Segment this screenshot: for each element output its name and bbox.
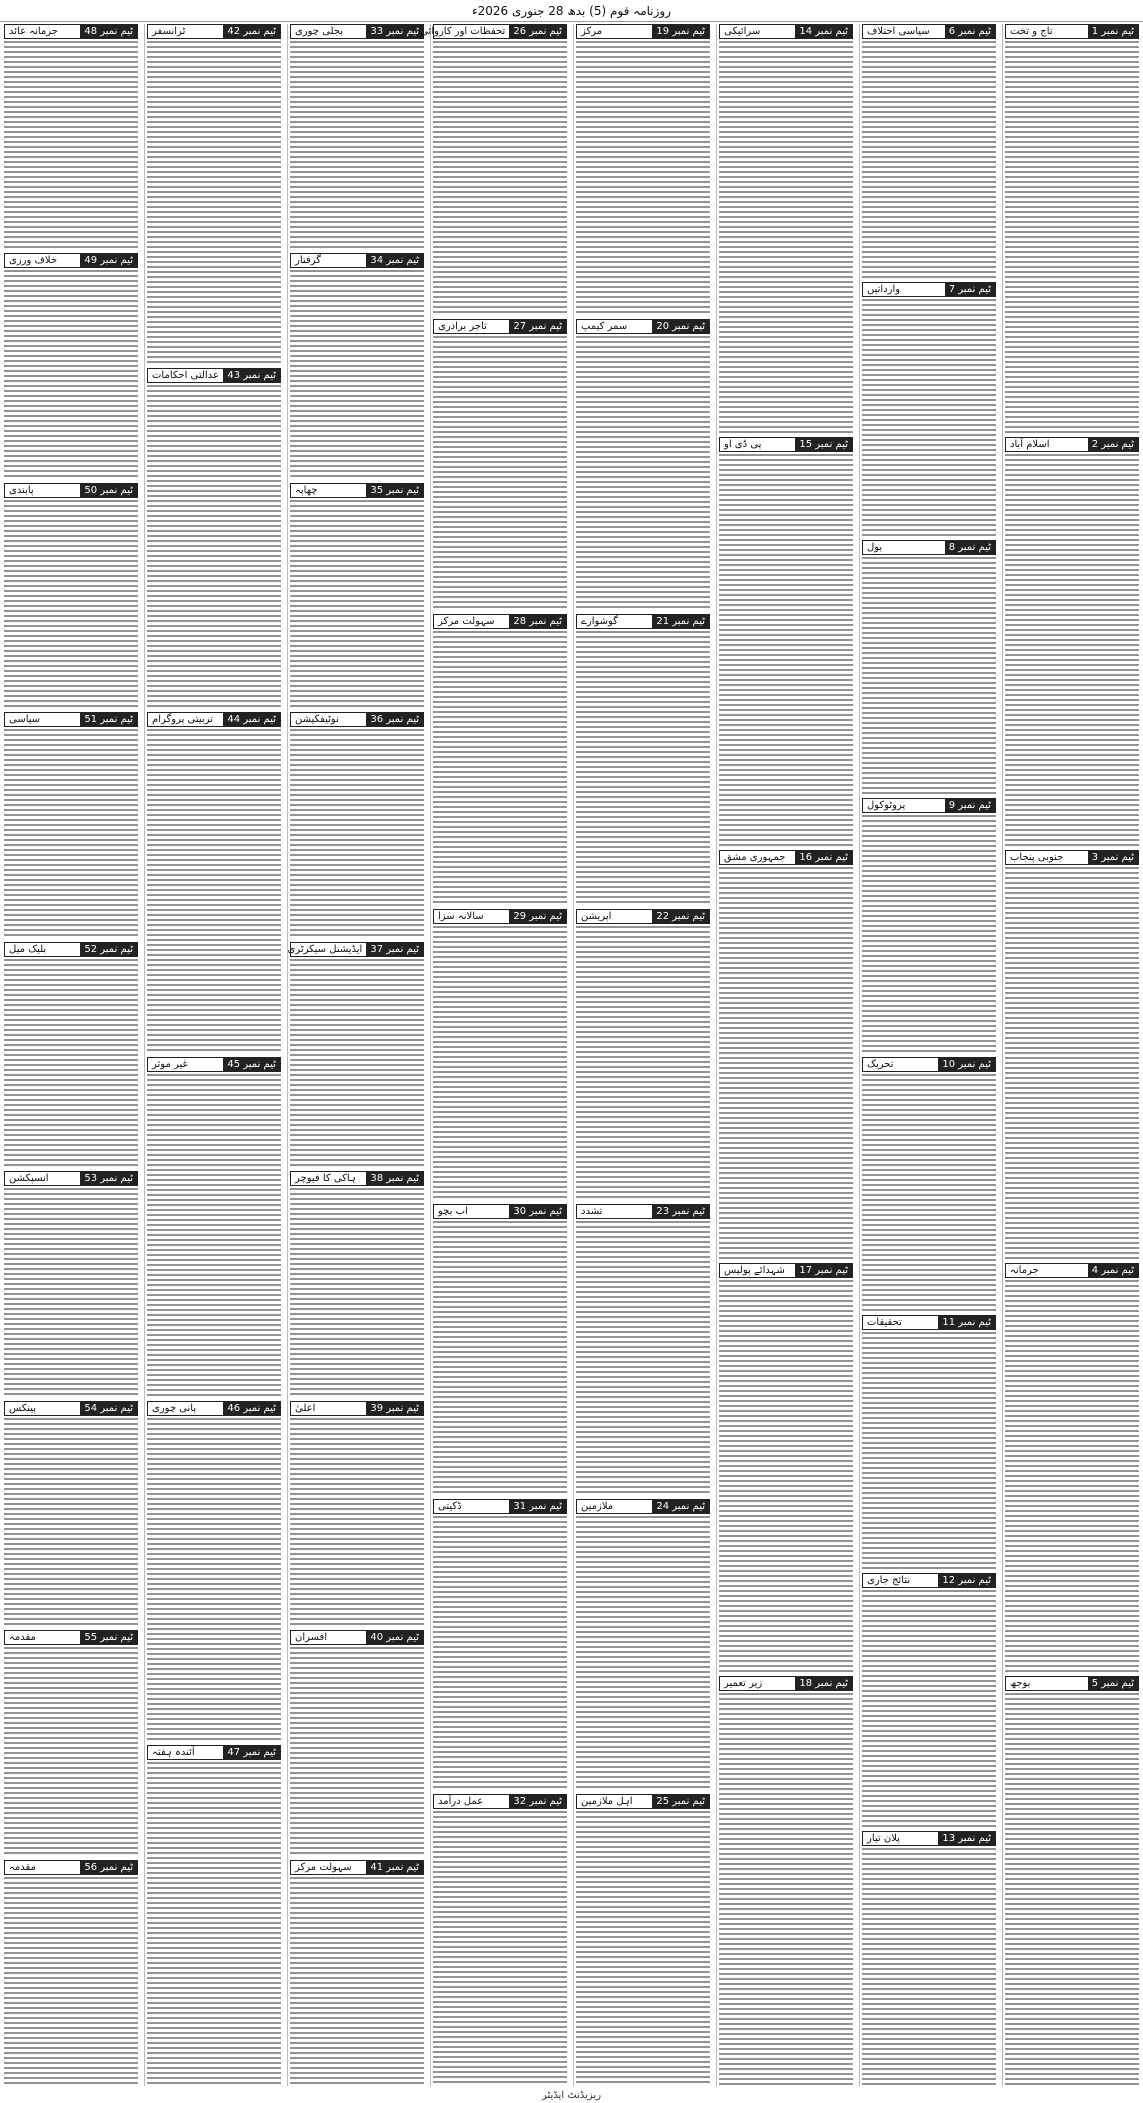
article-number-badge: ٹیم نمبر 17	[795, 1264, 852, 1277]
article-title: اپریشن	[581, 911, 612, 922]
article-headline	[4, 942, 138, 957]
news-article	[147, 24, 281, 365]
news-article	[1005, 437, 1139, 847]
news-column	[1002, 24, 1141, 2086]
article-number-badge: ٹیم نمبر 49	[80, 254, 137, 267]
news-article	[862, 798, 996, 1053]
article-headline	[862, 1057, 996, 1072]
article-headline	[290, 712, 424, 727]
article-headline	[862, 282, 996, 297]
article-number-badge: ٹیم نمبر 21	[652, 615, 709, 628]
article-title: تشدد	[581, 1206, 603, 1217]
news-article	[862, 282, 996, 537]
article-number-badge: ٹیم نمبر 13	[938, 1832, 995, 1845]
article-number-badge: ٹیم نمبر 29	[509, 910, 566, 923]
news-article	[290, 1401, 424, 1627]
article-body-text-block	[862, 1590, 996, 1828]
article-headline	[862, 1315, 996, 1330]
article-body-text-block	[433, 631, 567, 906]
news-article	[4, 1630, 138, 1856]
article-headline	[862, 1573, 996, 1588]
article-title: ہاکی کا فیوچر	[295, 1173, 356, 1185]
article-title: سرائیکی	[724, 26, 761, 37]
article-title: شہدائے پولیس	[724, 1265, 785, 1276]
article-headline	[576, 1794, 710, 1809]
article-title: سیاسی	[9, 714, 41, 726]
news-article	[290, 1630, 424, 1856]
article-number-badge: ٹیم نمبر 20	[652, 320, 709, 333]
article-body-text-block	[1005, 1280, 1139, 1673]
article-headline	[719, 437, 853, 452]
article-body-text-block	[147, 729, 281, 1053]
article-headline	[433, 1794, 567, 1809]
footer-text: ریزیڈنٹ ایڈیٹر	[541, 2090, 602, 2101]
article-body-text-block	[862, 1332, 996, 1570]
article-body-text-block	[4, 500, 138, 709]
article-body-text-block	[862, 557, 996, 795]
article-title: جنوبی پنجاب	[1010, 852, 1064, 863]
article-headline	[290, 1860, 424, 1875]
article-title: پروٹوکول	[867, 800, 906, 812]
article-number-badge: ٹیم نمبر 38	[366, 1172, 423, 1185]
article-headline	[290, 1401, 424, 1416]
article-body-text-block	[147, 1762, 281, 2086]
article-body-text-block	[862, 815, 996, 1053]
article-headline	[1005, 1263, 1139, 1278]
article-body-text-block	[4, 1877, 138, 2086]
news-article	[290, 24, 424, 250]
news-article	[862, 1057, 996, 1312]
article-body-text-block	[4, 1418, 138, 1627]
article-headline	[433, 1204, 567, 1219]
article-number-badge: ٹیم نمبر 36	[366, 713, 423, 726]
article-number-badge: ٹیم نمبر 42	[223, 25, 280, 38]
article-headline	[4, 253, 138, 268]
article-number-badge: ٹیم نمبر 24	[652, 1500, 709, 1513]
article-number-badge: ٹیم نمبر 22	[652, 910, 709, 923]
article-title: تاج و تخت	[1010, 26, 1053, 37]
article-number-badge: ٹیم نمبر 48	[80, 25, 137, 38]
article-body-text-block	[719, 1693, 853, 2086]
article-headline	[433, 1499, 567, 1514]
article-headline	[1005, 1676, 1139, 1691]
article-number-badge: ٹیم نمبر 37	[366, 943, 423, 956]
news-article	[290, 1860, 424, 2086]
news-column	[2, 24, 140, 2086]
article-body-text-block	[862, 299, 996, 537]
news-article	[1005, 1263, 1139, 1673]
article-number-badge: ٹیم نمبر 47	[223, 1746, 280, 1759]
newspaper-columns	[2, 24, 1141, 2086]
article-headline	[576, 909, 710, 924]
article-headline	[4, 1630, 138, 1645]
news-article	[576, 614, 710, 906]
article-headline	[147, 368, 281, 383]
article-number-badge: ٹیم نمبر 18	[795, 1677, 852, 1690]
article-body-text-block	[576, 1516, 710, 1791]
article-body-text-block	[290, 1188, 424, 1397]
article-title: ٹرانسفر	[152, 26, 186, 37]
article-number-badge: ٹیم نمبر 46	[223, 1402, 280, 1415]
article-number-badge: ٹیم نمبر 30	[509, 1205, 566, 1218]
article-body-text-block	[576, 631, 710, 906]
article-body-text-block	[4, 729, 138, 938]
news-article	[4, 483, 138, 709]
article-body-text-block	[433, 926, 567, 1201]
article-headline	[290, 1630, 424, 1645]
news-article	[719, 1676, 853, 2086]
article-title: عدالتی احکامات	[152, 370, 219, 382]
article-title: پی ڈی او	[724, 439, 762, 450]
article-number-badge: ٹیم نمبر 1	[1088, 25, 1138, 38]
article-body-text-block	[862, 1848, 996, 2086]
article-body-text-block	[4, 1188, 138, 1397]
article-number-badge: ٹیم نمبر 45	[223, 1058, 280, 1071]
article-body-text-block	[290, 500, 424, 709]
article-number-badge: ٹیم نمبر 33	[366, 25, 423, 38]
masthead-text: روزنامہ قوم (5) بدھ 28 جنوری 2026ء	[471, 3, 672, 18]
article-headline	[4, 24, 138, 39]
article-headline	[290, 1171, 424, 1186]
article-body-text-block	[1005, 1693, 1139, 2086]
news-article	[433, 319, 567, 611]
article-headline	[576, 614, 710, 629]
article-number-badge: ٹیم نمبر 5	[1088, 1677, 1138, 1690]
article-headline	[4, 712, 138, 727]
article-title: ڈکیتی	[438, 1501, 462, 1512]
article-number-badge: ٹیم نمبر 3	[1088, 851, 1138, 864]
news-article	[576, 1794, 710, 2086]
news-article	[290, 483, 424, 709]
article-headline	[719, 1676, 853, 1691]
news-article	[147, 1057, 281, 1398]
news-article	[290, 1171, 424, 1397]
article-headline	[719, 850, 853, 865]
article-title: بلیک میل	[9, 943, 47, 955]
article-number-badge: ٹیم نمبر 26	[509, 25, 566, 38]
news-article	[719, 24, 853, 434]
article-title: افسران	[295, 1632, 328, 1644]
article-body-text-block	[4, 1647, 138, 1856]
article-title: پینکس	[9, 1402, 37, 1414]
news-article	[433, 614, 567, 906]
article-number-badge: ٹیم نمبر 7	[945, 283, 995, 296]
news-article	[719, 1263, 853, 1673]
article-headline	[290, 24, 424, 39]
article-number-badge: ٹیم نمبر 25	[652, 1795, 709, 1808]
article-title: تحقیقات	[867, 1316, 902, 1328]
article-number-badge: ٹیم نمبر 8	[945, 541, 995, 554]
news-column	[716, 24, 855, 2086]
article-title: سہولت مرکز	[438, 616, 495, 627]
article-body-text-block	[719, 867, 853, 1260]
article-title: خلاف ورزی	[9, 255, 58, 267]
news-column	[859, 24, 998, 2086]
article-title: بوجھ	[1010, 1678, 1031, 1689]
news-article	[433, 909, 567, 1201]
news-article	[433, 1794, 567, 2086]
article-body-text-block	[1005, 867, 1139, 1260]
article-title: اہل ملازمین	[581, 1796, 633, 1807]
article-body-text-block	[719, 454, 853, 847]
article-body-text-block	[576, 41, 710, 316]
article-title: سمر کیمپ	[581, 321, 628, 332]
news-article	[147, 712, 281, 1053]
news-article	[1005, 24, 1139, 434]
article-title: بجلی چوری	[295, 26, 344, 37]
article-headline	[576, 319, 710, 334]
article-title: گرفتار	[295, 255, 321, 267]
article-headline	[290, 253, 424, 268]
article-body-text-block	[147, 1074, 281, 1398]
article-number-badge: ٹیم نمبر 10	[938, 1058, 995, 1071]
article-number-badge: ٹیم نمبر 56	[80, 1861, 137, 1874]
article-body-text-block	[4, 270, 138, 479]
article-number-badge: ٹیم نمبر 19	[652, 25, 709, 38]
article-number-badge: ٹیم نمبر 35	[366, 484, 423, 497]
article-body-text-block	[433, 1516, 567, 1791]
article-number-badge: ٹیم نمبر 31	[509, 1500, 566, 1513]
article-number-badge: ٹیم نمبر 23	[652, 1205, 709, 1218]
news-article	[719, 850, 853, 1260]
article-title: اسلام آباد	[1010, 439, 1050, 450]
article-body-text-block	[1005, 454, 1139, 847]
news-article	[290, 712, 424, 938]
article-title: پلان تیار	[867, 1832, 900, 1844]
article-title: پابندی	[9, 484, 34, 496]
article-number-badge: ٹیم نمبر 54	[80, 1402, 137, 1415]
news-article	[433, 1204, 567, 1496]
news-article	[576, 1204, 710, 1496]
article-headline	[433, 319, 567, 334]
article-title: بول	[867, 542, 883, 554]
article-body-text-block	[576, 336, 710, 611]
news-article	[862, 1831, 996, 2086]
article-title: غیر موثر	[152, 1058, 188, 1070]
news-article	[4, 1860, 138, 2086]
article-body-text-block	[433, 336, 567, 611]
article-title: چھاپہ	[295, 484, 318, 496]
article-title: ایڈیشنل سیکرٹری	[287, 943, 363, 955]
article-number-badge: ٹیم نمبر 40	[366, 1631, 423, 1644]
news-article	[4, 24, 138, 250]
news-article	[4, 1401, 138, 1627]
news-column	[287, 24, 426, 2086]
article-body-text-block	[147, 1418, 281, 1742]
article-headline	[576, 1499, 710, 1514]
article-title: تحریک	[867, 1058, 894, 1070]
article-number-badge: ٹیم نمبر 44	[223, 713, 280, 726]
article-title: سہولت مرکز	[295, 1861, 352, 1873]
news-article	[420, 24, 567, 316]
masthead	[0, 0, 1143, 22]
article-number-badge: ٹیم نمبر 27	[509, 320, 566, 333]
article-headline	[4, 483, 138, 498]
article-body-text-block	[4, 959, 138, 1168]
article-body-text-block	[433, 41, 567, 316]
article-title: جرمانہ عائد	[9, 26, 58, 37]
article-headline	[4, 1860, 138, 1875]
article-headline	[147, 1401, 281, 1416]
article-body-text-block	[4, 41, 138, 250]
article-body-text-block	[576, 926, 710, 1201]
article-number-badge: ٹیم نمبر 6	[945, 25, 995, 38]
article-body-text-block	[290, 270, 424, 479]
article-headline	[862, 540, 996, 555]
news-article	[576, 1499, 710, 1791]
article-headline	[290, 483, 424, 498]
article-headline	[1005, 437, 1139, 452]
article-title: مرکز	[581, 26, 603, 37]
article-body-text-block	[290, 1418, 424, 1627]
news-article	[862, 24, 996, 279]
article-headline	[719, 1263, 853, 1278]
news-column	[420, 24, 569, 2086]
article-body-text-block	[862, 41, 996, 279]
article-title: نوٹیفکیشن	[295, 714, 339, 726]
page-footer	[0, 2088, 1143, 2103]
news-article	[4, 1171, 138, 1397]
news-article	[147, 368, 281, 709]
article-headline	[147, 1745, 281, 1760]
article-title: پانی چوری	[152, 1402, 197, 1414]
article-headline	[576, 24, 710, 39]
article-title: گوشوارے	[581, 616, 618, 627]
news-article	[862, 540, 996, 795]
article-headline	[287, 942, 424, 957]
article-headline	[433, 909, 567, 924]
article-title: تربیتی پروگرام	[152, 714, 214, 726]
article-body-text-block	[719, 41, 853, 434]
article-title: وارداتیں	[867, 284, 901, 296]
article-headline	[433, 614, 567, 629]
news-column	[573, 24, 712, 2086]
article-title: انسپکشن	[9, 1173, 49, 1185]
article-body-text-block	[433, 1221, 567, 1496]
article-headline	[4, 1171, 138, 1186]
article-title: تحفظات اور کاروائی	[420, 26, 506, 37]
news-article	[1005, 850, 1139, 1260]
article-number-badge: ٹیم نمبر 39	[366, 1402, 423, 1415]
news-article	[433, 1499, 567, 1791]
article-title: نتائج جاری	[867, 1574, 911, 1586]
news-article	[862, 1315, 996, 1570]
article-body-text-block	[290, 1647, 424, 1856]
article-body-text-block	[290, 41, 424, 250]
article-headline	[719, 24, 853, 39]
article-number-badge: ٹیم نمبر 28	[509, 615, 566, 628]
article-number-badge: ٹیم نمبر 34	[366, 254, 423, 267]
article-number-badge: ٹیم نمبر 55	[80, 1631, 137, 1644]
article-number-badge: ٹیم نمبر 50	[80, 484, 137, 497]
article-body-text-block	[576, 1811, 710, 2086]
article-headline	[147, 1057, 281, 1072]
news-article	[4, 712, 138, 938]
article-body-text-block	[433, 1811, 567, 2086]
article-title: سیاسی اختلاف	[867, 26, 930, 37]
article-title: جمہوری مشق	[724, 852, 786, 863]
article-headline	[1005, 850, 1139, 865]
article-body-text-block	[1005, 41, 1139, 434]
article-headline	[420, 24, 567, 39]
news-article	[719, 437, 853, 847]
article-headline	[1005, 24, 1139, 39]
news-column	[144, 24, 283, 2086]
article-body-text-block	[290, 1877, 424, 2086]
news-article	[4, 253, 138, 479]
news-article	[147, 1401, 281, 1742]
article-body-text-block	[290, 959, 424, 1168]
news-article	[576, 909, 710, 1201]
article-number-badge: ٹیم نمبر 16	[795, 851, 852, 864]
article-number-badge: ٹیم نمبر 12	[938, 1574, 995, 1587]
article-title: اب بچو	[438, 1206, 468, 1217]
article-title: مقدمہ	[9, 1632, 36, 1644]
article-number-badge: ٹیم نمبر 15	[795, 438, 852, 451]
article-number-badge: ٹیم نمبر 9	[945, 799, 995, 812]
article-title: تاجر برادری	[438, 321, 487, 332]
article-body-text-block	[147, 385, 281, 709]
article-body-text-block	[147, 41, 281, 365]
article-title: اعلیٰ	[295, 1402, 316, 1414]
news-article	[862, 1573, 996, 1828]
news-article	[287, 942, 424, 1168]
article-body-text-block	[576, 1221, 710, 1496]
article-number-badge: ٹیم نمبر 43	[223, 369, 280, 382]
article-number-badge: ٹیم نمبر 51	[80, 713, 137, 726]
news-article	[1005, 1676, 1139, 2086]
article-title: عمل درآمد	[438, 1796, 484, 1807]
article-headline	[576, 1204, 710, 1219]
article-headline	[862, 798, 996, 813]
article-number-badge: ٹیم نمبر 14	[795, 25, 852, 38]
news-article	[576, 319, 710, 611]
article-number-badge: ٹیم نمبر 32	[509, 1795, 566, 1808]
article-title: جرمانہ	[1010, 1265, 1039, 1276]
article-headline	[147, 712, 281, 727]
article-title: ملازمین	[581, 1501, 614, 1512]
article-headline	[147, 24, 281, 39]
news-article	[147, 1745, 281, 2086]
article-number-badge: ٹیم نمبر 53	[80, 1172, 137, 1185]
article-headline	[4, 1401, 138, 1416]
article-number-badge: ٹیم نمبر 11	[938, 1316, 995, 1329]
article-body-text-block	[290, 729, 424, 938]
article-title: مقدمہ	[9, 1861, 36, 1873]
article-title: آئندہ ہفتہ	[152, 1746, 195, 1758]
news-article	[4, 942, 138, 1168]
article-body-text-block	[719, 1280, 853, 1673]
article-body-text-block	[862, 1074, 996, 1312]
article-headline	[862, 1831, 996, 1846]
news-article	[576, 24, 710, 316]
article-headline	[862, 24, 996, 39]
article-number-badge: ٹیم نمبر 4	[1088, 1264, 1138, 1277]
article-number-badge: ٹیم نمبر 41	[366, 1861, 423, 1874]
news-article	[290, 253, 424, 479]
article-number-badge: ٹیم نمبر 52	[80, 943, 137, 956]
article-number-badge: ٹیم نمبر 2	[1088, 438, 1138, 451]
article-title: زیر تعمیر	[724, 1678, 763, 1689]
article-title: سالانہ سزا	[438, 911, 484, 922]
